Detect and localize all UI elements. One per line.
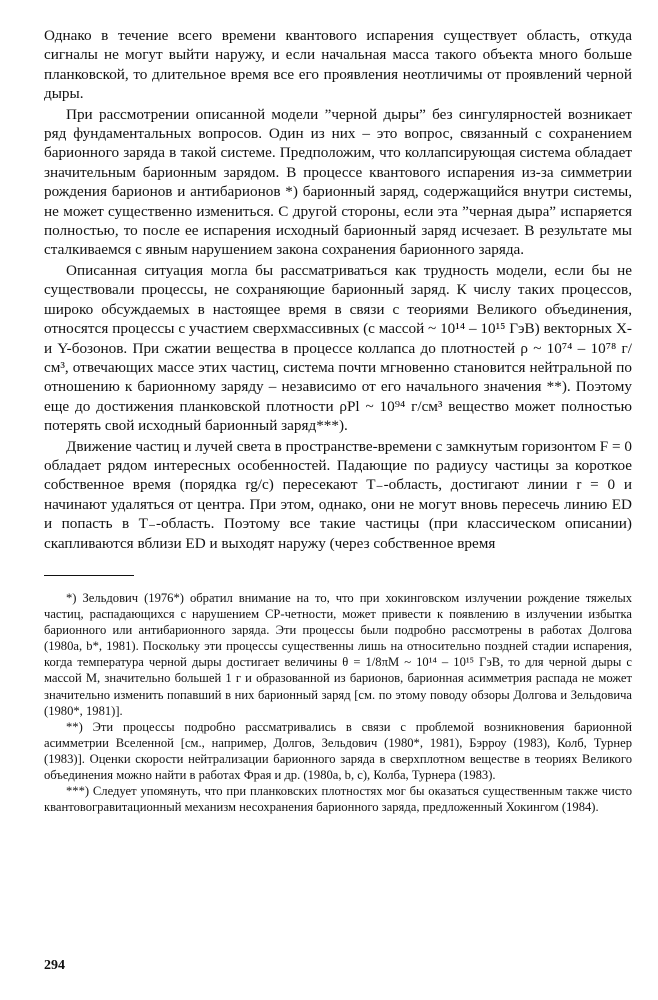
footnote-2: **) Эти процессы подробно рассматривались в связи с проблемой возникновения барионной асимметрии Вселенной [см., например, Долгов, Зельдович (1980*, 1981), Бэрроу (1983), Колб, Турнер (1983)]. Оценки скорости нейтрализации барионного заряда в сверхплотном веществе в теориях Великого объединения можно найти в работах Фрая и др. (1980a, b, c), Колба, Турнера (1983). xyxy=(44,719,632,782)
paragraph-4: Движение частиц и лучей света в пространстве-времени с замкнутым горизонтом F = 0 обладает рядом интересных особенностей. Падающие по радиусу частицы за короткое собственное время (порядка rg/c) пересекают T₋-область, достигают линии r = 0 и начинают удаляться от центра. При этом, однако, они не могут вновь пересечь линию ED и попасть в T₋-область. Поэтому все такие частицы (при классическом описании) скапливаются вблизи ED и выходят наружу (через собственное время xyxy=(44,437,632,552)
paragraph-2: При рассмотрении описанной модели ”черной дыры” без сингулярностей возникает ряд фундаментальных вопросов. Один из них – это вопрос, связанный с сохранением барионного заряда в такой системе. Предположим, что коллапсирующая система обладает значительным барионным зарядом. В процессе квантового испарения из-за симметрии рождения барионов и антибарионов *) барионный заряд, содержащийся внутри системы, не может существенно измениться. С другой стороны, если эта ”черная дыра” испаряется полностью, то после ее испарения исходный барионный заряд исчезает. В результате мы сталкиваемся с явным нарушением закона сохранения барионного заряда. xyxy=(44,105,632,259)
footnote-3: ***) Следует упомянуть, что при планковских плотностях мог бы оказаться существенным также чисто квантовогравитационный механизм несохранения барионного заряда, предложенный Хокингом (1984). xyxy=(44,784,632,815)
paragraph-1: Однако в течение всего времени квантового испарения существует область, откуда сигналы не могут выйти наружу, и если начальная масса такого объекта много больше планковской, то длительное время все его проявления неотличимы от проявлений черной дыры. xyxy=(44,27,632,103)
paragraph-3: Описанная ситуация могла бы рассматриваться как трудность модели, если бы не существовали процессы, не сохраняющие барионный заряд. К числу таких процессов, широко обсуждаемых в настоящее время в связи с теориями Великого объединения, относятся процессы с участием сверхмассивных (с массой ~ 10¹⁴ – 10¹⁵ ГэВ) векторных X- и Y-бозонов. При сжатии вещества в процессе коллапса до плотностей ρ ~ 10⁷⁴ – 10⁷⁸ г/см³, отвечающих массе этих частиц, система почти мгновенно становится нейтральной по отношению к барионному заряду – независимо от его начального значения **). Поэтому еще до достижения планковской плотности ρPl ~ 10⁹⁴ г/см³ вещество может полностью потерять свой исходный барионный заряд***). xyxy=(44,261,632,435)
footnotes xyxy=(44,590,632,815)
main-text xyxy=(44,26,632,553)
footnote-1: *) Зельдович (1976*) обратил внимание на то, что при хокинговском излучении рождение тяжелых частиц, распадающихся с нарушением CP-четности, может привести к появлению в излучении избытка барионного или антибарионного заряда. Эти процессы были подробно рассмотрены в работах Долгова (1980a, b*, 1981). Поскольку эти процессы существенны лишь на относительно поздней стадии испарения, когда температура черной дыры достигает величины θ = 1/8πM ~ 10¹⁴ – 10¹⁵ ГэВ, то для черной дыры с массой M, значительно большей 1 г и образованной из барионов, барионная асимметрия распада не может значительно изменить попавший в них барионный заряд [см. по этому поводу обзоры Долгова и Зельдовича (1980*, 1981)]. xyxy=(44,590,632,718)
page-number: 294 xyxy=(44,958,65,973)
footnote-separator xyxy=(44,575,134,576)
